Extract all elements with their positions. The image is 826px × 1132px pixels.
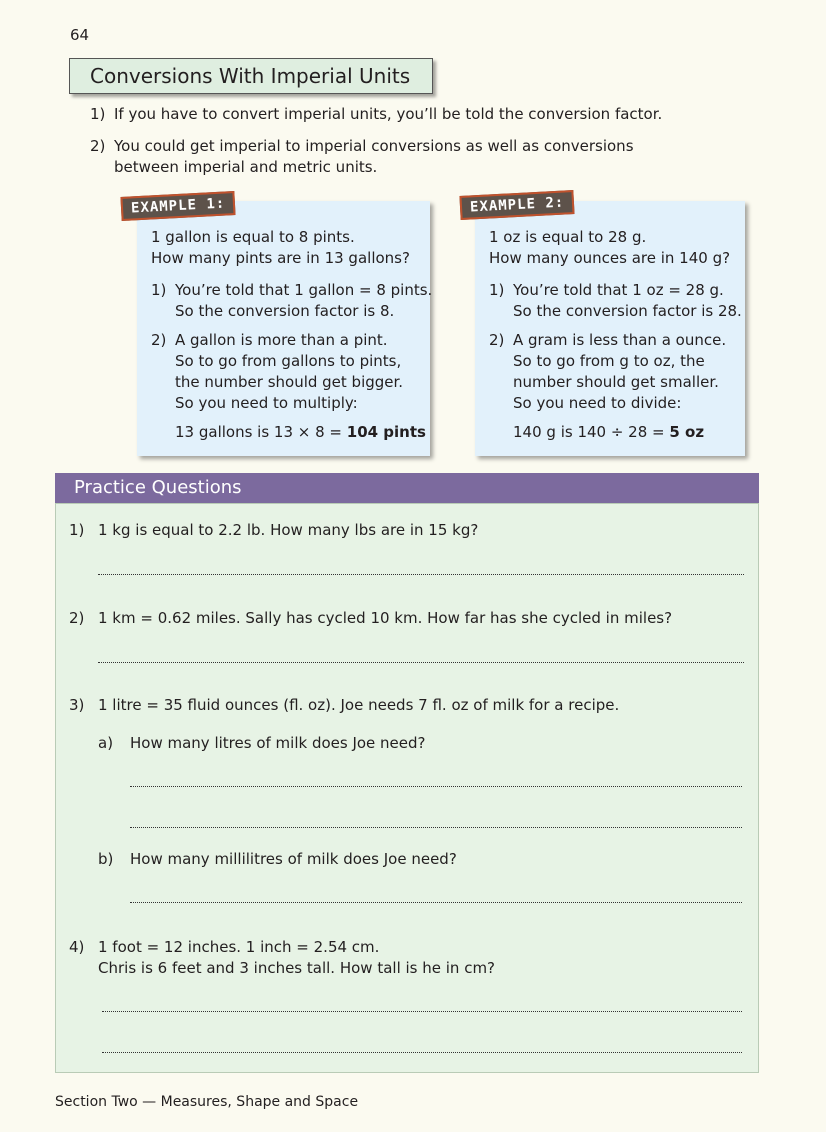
answer-line[interactable] bbox=[130, 786, 742, 787]
example-1-badge: EXAMPLE 1: bbox=[120, 191, 235, 221]
step-line: You’re told that 1 oz = 28 g. bbox=[513, 281, 724, 299]
example-2-badge: EXAMPLE 2: bbox=[459, 190, 574, 220]
question-text: 1 km = 0.62 miles. Sally has cycled 10 km. How far has she cycled in miles? bbox=[98, 609, 673, 627]
step-line: A gram is less than a ounce. bbox=[513, 331, 727, 349]
subquestion-label: a) bbox=[98, 734, 114, 752]
section-title-box bbox=[69, 58, 433, 94]
step-line: So you need to divide: bbox=[513, 394, 682, 412]
intro-number: 1) bbox=[90, 105, 106, 123]
intro-point-2 bbox=[90, 136, 690, 180]
answer-prefix: 140 g is 140 ÷ 28 = bbox=[513, 423, 670, 441]
step-number: 2) bbox=[151, 331, 167, 349]
step-line: So the conversion factor is 8. bbox=[175, 302, 395, 320]
practice-questions-title: Practice Questions bbox=[74, 477, 242, 498]
step-line: So the conversion factor is 28. bbox=[513, 302, 742, 320]
intro-point-1 bbox=[90, 104, 690, 126]
example-answer bbox=[175, 422, 426, 443]
step-line: So to go from g to oz, the bbox=[513, 352, 705, 370]
section-footer: Section Two — Measures, Shape and Space bbox=[55, 1094, 359, 1110]
answer-line[interactable] bbox=[102, 1052, 742, 1053]
step-line: So to go from gallons to pints, bbox=[175, 352, 402, 370]
step-number: 1) bbox=[151, 281, 167, 299]
example-question-line: 1 gallon is equal to 8 pints. bbox=[151, 228, 355, 246]
step-number: 2) bbox=[489, 331, 505, 349]
question-number: 4) bbox=[69, 938, 85, 956]
intro-text: If you have to convert imperial units, you’ll be told the conversion factor. bbox=[114, 105, 663, 123]
question-number: 2) bbox=[69, 609, 85, 627]
step-line: the number should get bigger. bbox=[175, 373, 404, 391]
subquestion-text: How many millilitres of milk does Joe need? bbox=[130, 850, 457, 868]
answer-value: 104 pints bbox=[346, 423, 426, 441]
step-line: So you need to multiply: bbox=[175, 394, 358, 412]
example-question-line: How many pints are in 13 gallons? bbox=[151, 249, 410, 267]
question-text: 1 foot = 12 inches. 1 inch = 2.54 cm. bbox=[98, 938, 380, 956]
example-question-line: 1 oz is equal to 28 g. bbox=[489, 228, 647, 246]
answer-line[interactable] bbox=[130, 902, 742, 903]
practice-questions-header bbox=[55, 473, 759, 503]
intro-text: You could get imperial to imperial conversions as well as conversions between imperial and metric units. bbox=[114, 137, 634, 176]
answer-line[interactable] bbox=[102, 1011, 742, 1012]
question-text: 1 litre = 35 fluid ounces (fl. oz). Joe needs 7 fl. oz of milk for a recipe. bbox=[98, 696, 620, 714]
step-line: number should get smaller. bbox=[513, 373, 719, 391]
question-text: Chris is 6 feet and 3 inches tall. How tall is he in cm? bbox=[98, 959, 496, 977]
question-number: 3) bbox=[69, 696, 85, 714]
step-line: You’re told that 1 gallon = 8 pints. bbox=[175, 281, 433, 299]
step-number: 1) bbox=[489, 281, 505, 299]
practice-questions-panel bbox=[55, 503, 759, 1073]
answer-prefix: 13 gallons is 13 × 8 = bbox=[175, 423, 347, 441]
answer-line[interactable] bbox=[98, 574, 744, 575]
page-title: Conversions With Imperial Units bbox=[90, 64, 411, 88]
answer-line[interactable] bbox=[130, 827, 742, 828]
example-2-box bbox=[475, 201, 745, 456]
answer-value: 5 oz bbox=[669, 423, 705, 441]
question-text: 1 kg is equal to 2.2 lb. How many lbs are in 15 kg? bbox=[98, 521, 479, 539]
subquestion-label: b) bbox=[98, 850, 114, 868]
example-1-box bbox=[137, 201, 433, 456]
step-line: A gallon is more than a pint. bbox=[175, 331, 388, 349]
answer-line[interactable] bbox=[98, 662, 744, 663]
subquestion-text: How many litres of milk does Joe need? bbox=[130, 734, 426, 752]
example-question-line: How many ounces are in 140 g? bbox=[489, 249, 731, 267]
intro-number: 2) bbox=[90, 137, 106, 155]
page-number: 64 bbox=[70, 26, 90, 44]
question-number: 1) bbox=[69, 521, 85, 539]
example-answer bbox=[513, 422, 704, 443]
